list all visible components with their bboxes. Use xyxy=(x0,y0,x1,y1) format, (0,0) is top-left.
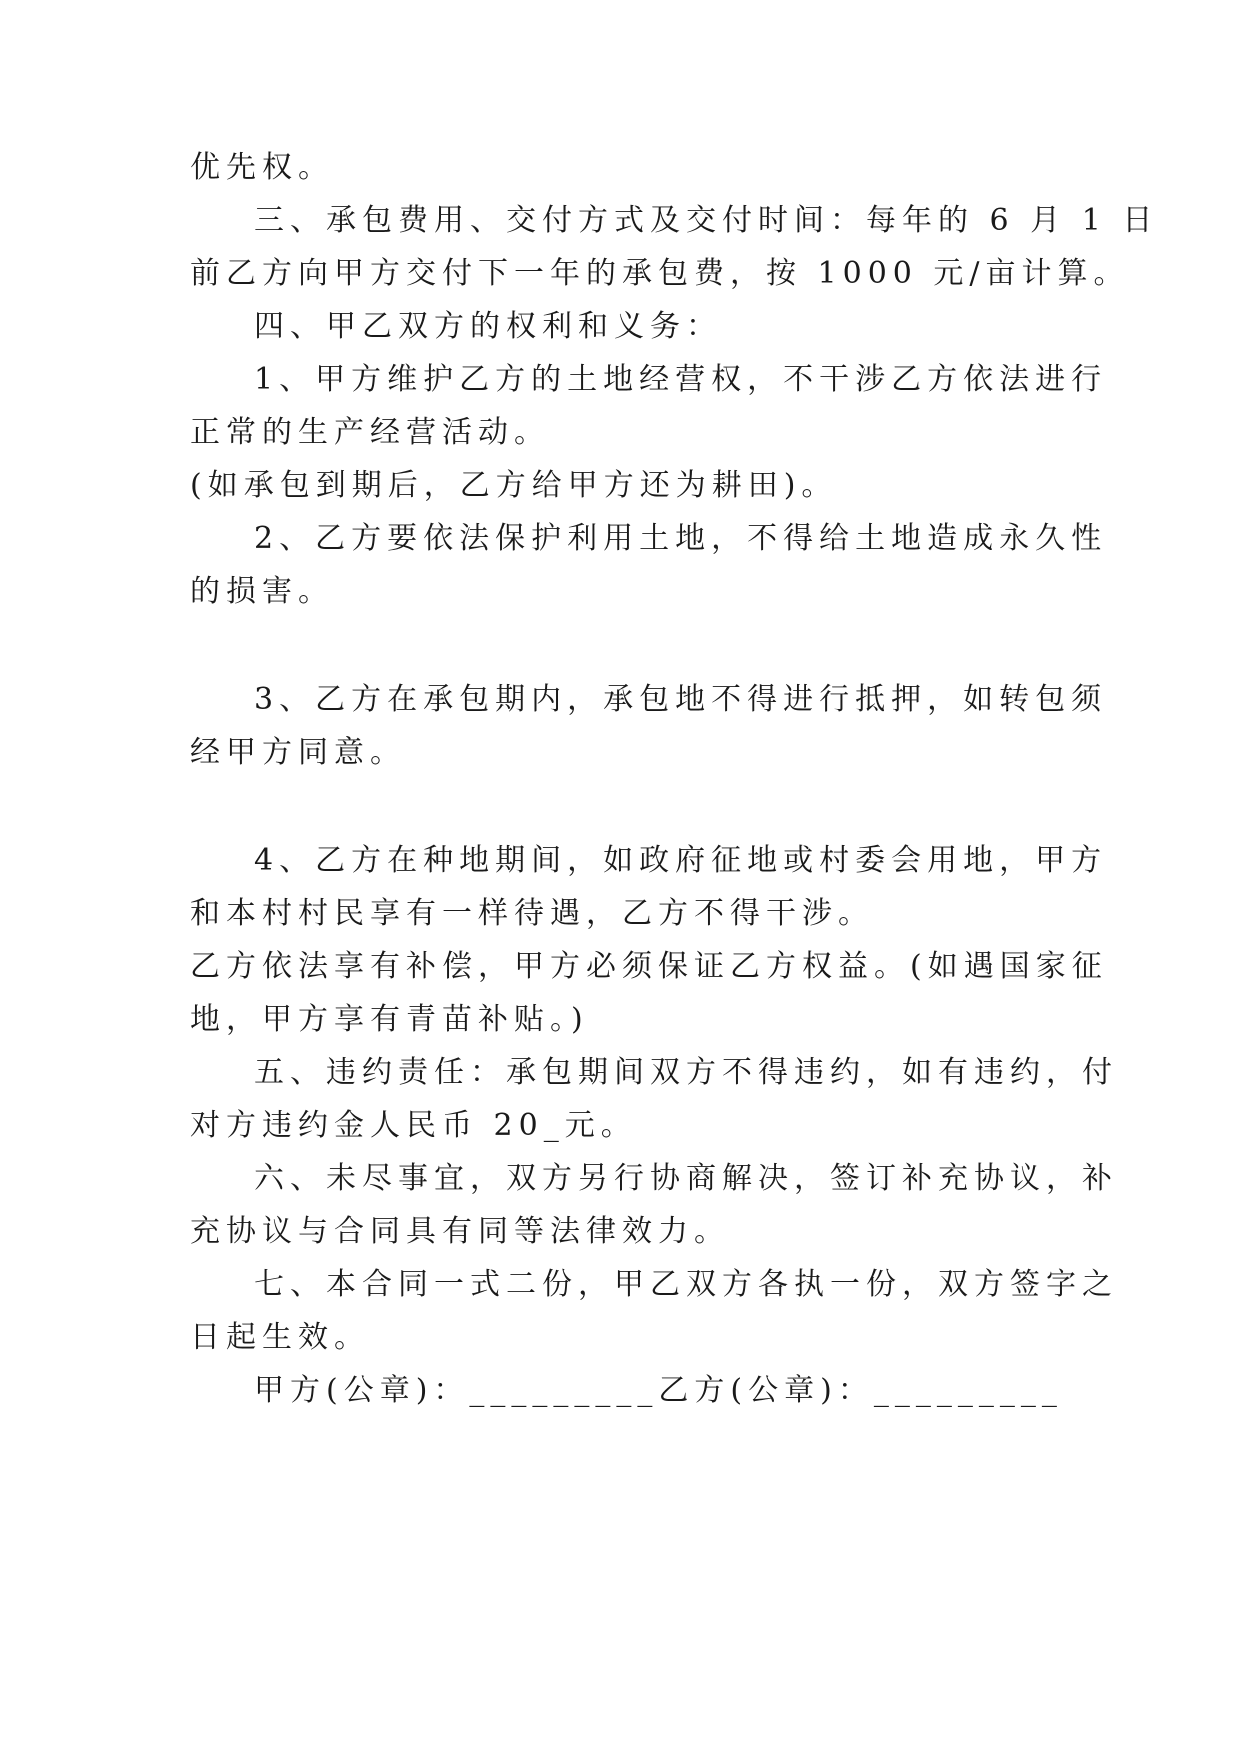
paragraph-line: 日起生效。 xyxy=(190,1320,370,1355)
paragraph-line: 3、乙方在承包期内，承包地不得进行抵押，如转包须 xyxy=(254,682,1108,717)
section-heading: 四、甲乙双方的权利和义务： xyxy=(254,309,722,344)
paragraph-line: 优先权。 xyxy=(190,150,334,185)
signature-line: 甲方(公章)：_________乙方(公章)：_________ xyxy=(254,1373,1063,1408)
paragraph-line: 地，甲方享有青苗补贴。) xyxy=(190,1002,589,1037)
paragraph-line: 正常的生产经营活动。 xyxy=(190,415,550,450)
paragraph-line: 经甲方同意。 xyxy=(190,735,406,770)
paragraph-line: 充协议与合同具有同等法律效力。 xyxy=(190,1214,730,1249)
paragraph-line: 的损害。 xyxy=(190,574,334,609)
paragraph-line: 和本村村民享有一样待遇，乙方不得干涉。 xyxy=(190,896,874,931)
paragraph-line: 对方违约金人民币 20_元。 xyxy=(190,1108,637,1143)
paragraph-line: 三、承包费用、交付方式及交付时间：每年的 6 月 1 日 xyxy=(254,203,1159,238)
paragraph-line: 五、违约责任：承包期间双方不得违约，如有违约，付 xyxy=(254,1055,1118,1090)
paragraph-line: 前乙方向甲方交付下一年的承包费，按 1000 元/亩计算。 xyxy=(190,256,1130,291)
paragraph-line: (如承包到期后，乙方给甲方还为耕田)。 xyxy=(190,468,838,503)
paragraph-line: 4、乙方在种地期间，如政府征地或村委会用地，甲方 xyxy=(254,843,1108,878)
paragraph-line: 七、本合同一式二份，甲乙双方各执一份，双方签字之 xyxy=(254,1267,1118,1302)
paragraph-line: 乙方依法享有补偿，甲方必须保证乙方权益。(如遇国家征 xyxy=(190,949,1108,984)
paragraph-line: 1、甲方维护乙方的土地经营权，不干涉乙方依法进行 xyxy=(254,362,1108,397)
paragraph-line: 六、未尽事宜，双方另行协商解决，签订补充协议，补 xyxy=(254,1161,1118,1196)
paragraph-line: 2、乙方要依法保护利用土地，不得给土地造成永久性 xyxy=(254,521,1108,556)
